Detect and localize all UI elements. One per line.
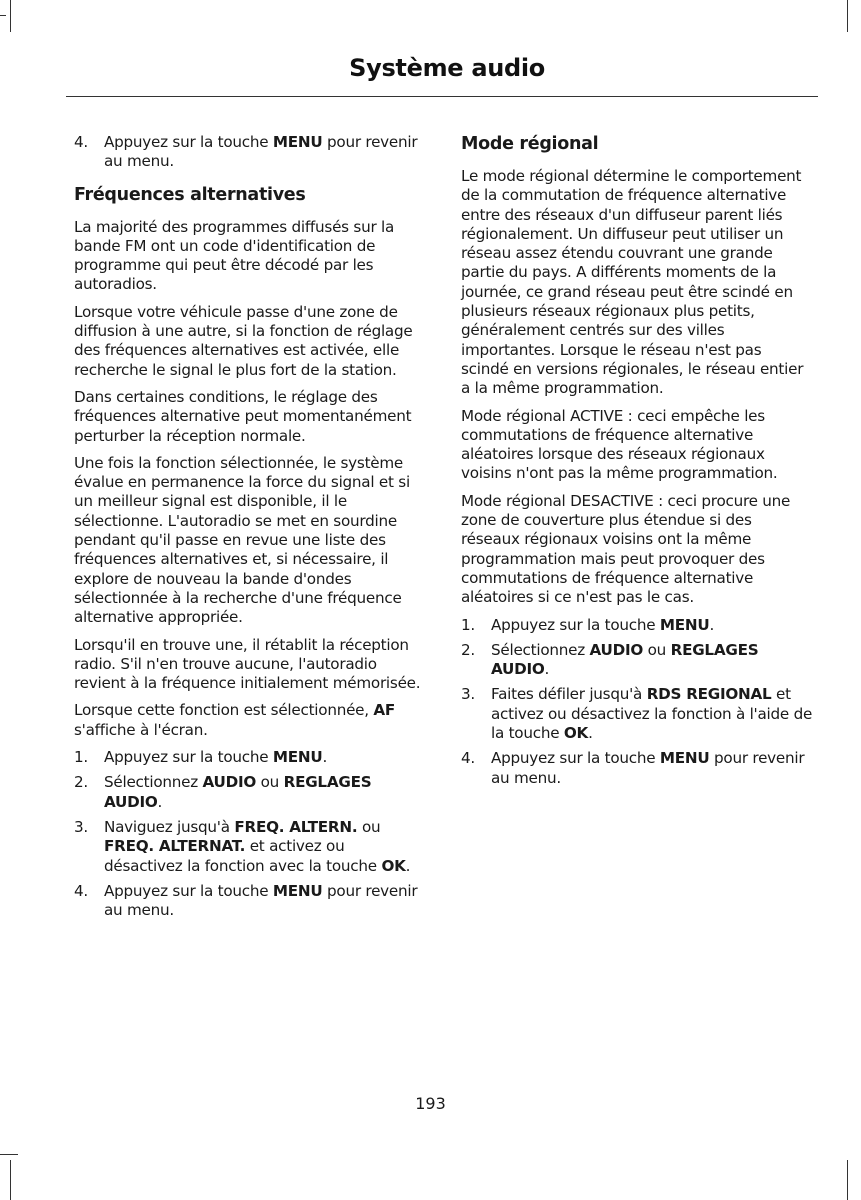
left-column xyxy=(74,133,426,926)
crop-mark-bottom-right-vertical xyxy=(847,1160,848,1200)
crop-mark-top-left-vertical xyxy=(10,0,11,32)
list-item: 3. Naviguez jusqu'à FREQ. ALTERN. ou FREQ. ALTERNAT. et activez ou désactivez la fonction avec la touche OK. xyxy=(74,817,411,875)
crop-mark-top-left-horizontal xyxy=(0,15,6,16)
list-item: 1. Appuyez sur la touche MENU. xyxy=(74,748,328,767)
crop-mark-bottom-left-horizontal xyxy=(0,1154,18,1155)
paragraph: Le mode régional détermine le comportement de la commutation de fréquence alternative entre des réseaux d'un diffuseur parent liés régionalement. Un diffuseur peut utiliser un réseau assez étendu couvrant une grande partie du pays. A différents moments de la journée, ce grand réseau peut être scindé en plusieurs réseaux régionaux plus petits, généralement centrés sur des villes importantes. Lorsque le réseau n'est pas scindé en versions régionales, le réseau entier a la même programmation. xyxy=(461,167,804,398)
paragraph-af: Lorsque cette fonction est sélectionnée, AF s'affiche à l'écran. xyxy=(74,701,396,739)
header-divider xyxy=(66,96,818,97)
list-item: 2. Sélectionnez AUDIO ou REGLAGES AUDIO. xyxy=(74,773,372,811)
list-item: 4. Appuyez sur la touche MENU pour revenir au menu. xyxy=(74,133,418,171)
paragraph: Une fois la fonction sélectionnée, le système évalue en permanence la force du signal et si un meilleur signal est disponible, il le sélectionne. L'autoradio se met en sourdine pendant qu'il passe en revue une liste des fréquences alternatives et, si nécessaire, il explore de nouveau la bande d'ondes sélectionnée à la recherche d'une fréquence alternative appropriée. xyxy=(74,453,410,627)
right-column xyxy=(461,133,813,794)
list-item: 1. Appuyez sur la touche MENU. xyxy=(461,615,715,634)
list-item: 4. Appuyez sur la touche MENU pour revenir au menu. xyxy=(74,881,418,920)
paragraph: Mode régional DESACTIVE : ceci procure une zone de couverture plus étendue si des réseaux régionaux voisins ont la même programmation mais peut provoquer des commutations de fréquence alternative aléatoires si ce n'est pas le cas. xyxy=(461,491,791,607)
section-heading-mode-regional: Mode régional xyxy=(461,134,599,154)
paragraph: La majorité des programmes diffusés sur la bande FM ont un code d'identification de programme qui peut être décodé par les autoradios. xyxy=(74,217,395,294)
page-title: Système audio xyxy=(349,54,545,82)
crop-mark-top-right-vertical xyxy=(847,0,848,32)
paragraph: Lorsque votre véhicule passe d'une zone de diffusion à une autre, si la fonction de réglage des fréquences alternatives est activée, elle recherche le signal le plus fort de la station. xyxy=(74,302,413,379)
section-heading-frequences: Fréquences alternatives xyxy=(74,184,306,205)
crop-mark-bottom-left-vertical xyxy=(10,1160,11,1200)
page-number: 193 xyxy=(415,1094,446,1113)
list-item: 4. Appuyez sur la touche MENU pour revenir au menu. xyxy=(461,749,805,787)
paragraph: Mode régional ACTIVE : ceci empêche les commutations de fréquence alternative aléatoires lorsque des réseaux régionaux voisins n'ont pas la même programmation. xyxy=(461,406,778,483)
paragraph: Dans certaines conditions, le réglage des fréquences alternative peut momentanément perturber la réception normale. xyxy=(74,387,412,445)
paragraph: Lorsqu'il en trouve une, il rétablit la réception radio. S'il n'en trouve aucune, l'autoradio revient à la fréquence initialement mémorisée. xyxy=(74,635,421,693)
list-item: 3. Faites défiler jusqu'à RDS REGIONAL et activez ou désactivez la fonction à l'aide de la touche OK. xyxy=(461,685,813,743)
list-item: 2. Sélectionnez AUDIO ou REGLAGES AUDIO. xyxy=(461,640,759,679)
